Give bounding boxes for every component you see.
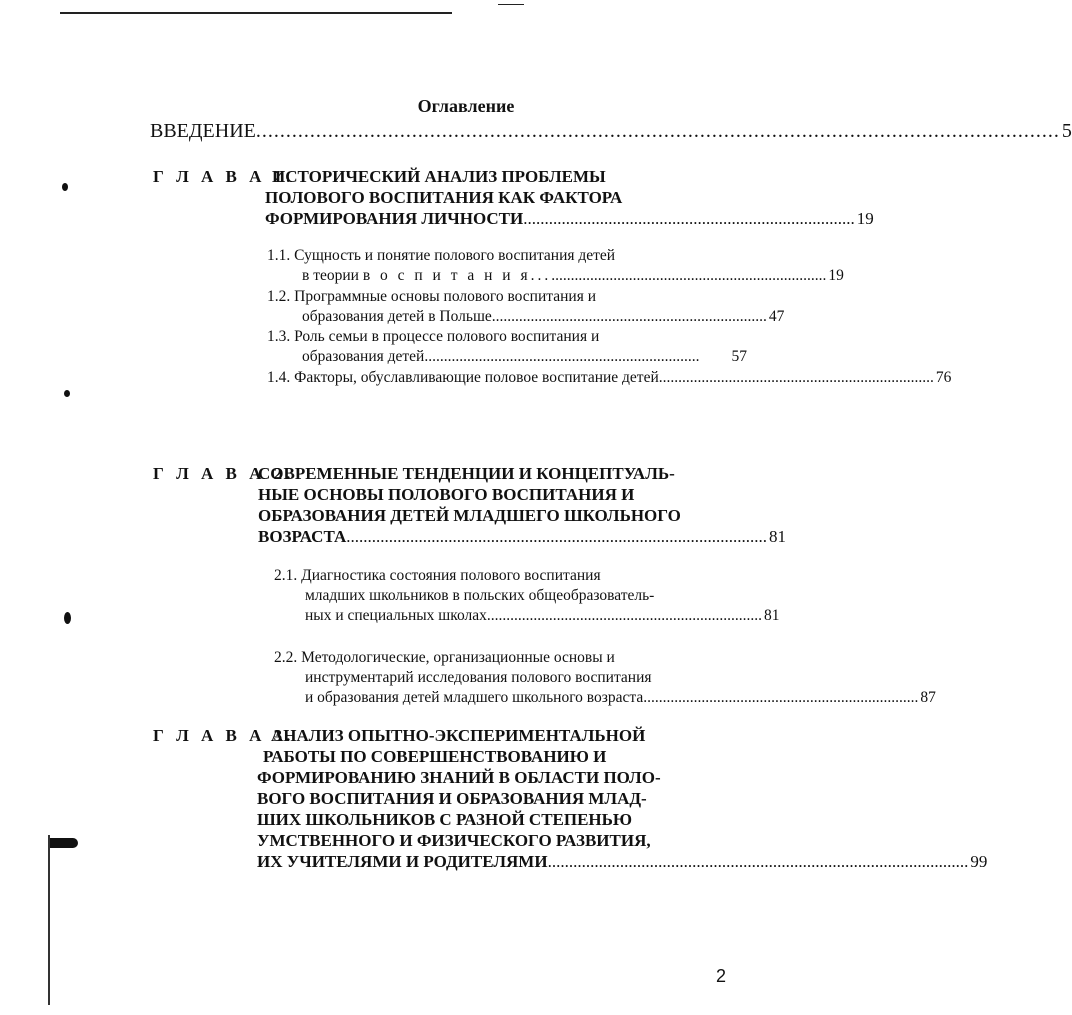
- binding-edge: [48, 835, 50, 1005]
- page-number: 2: [715, 966, 726, 986]
- section-page: 76: [935, 369, 952, 386]
- margin-mark: [64, 390, 70, 397]
- chapter-page: 99: [970, 852, 988, 871]
- section-line: 1.3. Роль семьи в процессе полового воспитания и: [267, 328, 600, 345]
- dot-leader: .......................................................................: [643, 689, 919, 706]
- section-line: в теории: [302, 267, 359, 284]
- section-line: образования детей в Польше: [302, 308, 492, 325]
- dot-leader: ......................................................................................................................................: [255, 120, 1060, 142]
- chapter-title-line: НЫЕ ОСНОВЫ ПОЛОВОГО ВОСПИТАНИЯ И: [258, 485, 635, 504]
- dot-leader: ..............................................................................: [523, 209, 855, 228]
- section-line: младших школьников в польских общеобразователь-: [305, 587, 655, 604]
- section-line: 1.2. Программные основы полового воспитания и: [267, 288, 596, 305]
- dot-leader: ...................................................................................................: [346, 527, 767, 546]
- dot-leader: .......................................................................: [491, 308, 767, 325]
- chapter-title-line: РАБОТЫ ПО СОВЕРШЕНСТВОВАНИЮ И: [263, 747, 607, 766]
- intro-label: ВВЕДЕНИЕ: [150, 120, 256, 142]
- top-scan-line: [60, 12, 452, 14]
- chapter-title-line: ВОГО ВОСПИТАНИЯ И ОБРАЗОВАНИЯ МЛАД-: [257, 789, 647, 808]
- chapter-title-line: ИСТОРИЧЕСКИЙ АНАЛИЗ ПРОБЛЕМЫ: [272, 167, 606, 186]
- section-line: ных и специальных школах: [305, 607, 487, 624]
- chapter-title-line: ФОРМИРОВАНИЮ ЗНАНИЙ В ОБЛАСТИ ПОЛО-: [257, 768, 661, 787]
- chapter-page: 19: [856, 209, 874, 228]
- dot-leader: ...................................................................................................: [547, 852, 969, 871]
- section-line: 1.4. Факторы, обуславливающие половое воспитание детей: [267, 369, 659, 386]
- chapter-title-line: ФОРМИРОВАНИЯ ЛИЧНОСТИ: [265, 209, 524, 228]
- chapter-label: Г Л А В А 1.: [153, 167, 295, 186]
- intro-page: 5: [1061, 120, 1072, 142]
- section-page: 19: [828, 267, 844, 284]
- margin-mark: [64, 612, 71, 624]
- margin-mark: [62, 183, 68, 191]
- chapter-title-line: ИХ УЧИТЕЛЯМИ И РОДИТЕЛЯМИ: [257, 852, 548, 871]
- section-line: 2.1. Диагностика состояния полового воспитания: [274, 567, 601, 584]
- chapter-page: 81: [768, 527, 786, 546]
- toc-entry-intro: [150, 120, 1072, 143]
- dot-leader: .......................................................................: [424, 348, 700, 365]
- section-page: 57: [731, 348, 747, 365]
- top-scan-line-short: [498, 4, 524, 5]
- section-line: 1.1. Сущность и понятие полового воспитания детей: [267, 247, 616, 264]
- dot-leader: .......................................................................: [486, 607, 763, 624]
- section-line: инструментарий исследования полового воспитания: [305, 669, 652, 686]
- chapter-title-line: ВОЗРАСТА: [258, 527, 347, 546]
- section-page: 47: [768, 308, 785, 325]
- chapter-label: Г Л А В А 2.: [153, 464, 295, 483]
- chapter-title-line: ШИХ ШКОЛЬНИКОВ С РАЗНОЙ СТЕПЕНЬЮ: [257, 810, 633, 829]
- section-spaced-word: в о с п и т а н и я...: [362, 267, 552, 284]
- section-page: 81: [764, 607, 780, 624]
- chapter-title-line: СОВРЕМЕННЫЕ ТЕНДЕНЦИИ И КОНЦЕПТУАЛЬ-: [258, 464, 675, 483]
- chapter-title-line: УМСТВЕННОГО И ФИЗИЧЕСКОГО РАЗВИТИЯ,: [257, 831, 651, 850]
- page-title: Оглавление: [417, 96, 515, 116]
- section-line: и образования детей младшего школьного возраста: [305, 689, 644, 706]
- chapter-title-line: ОБРАЗОВАНИЯ ДЕТЕЙ МЛАДШЕГО ШКОЛЬНОГО: [258, 506, 681, 525]
- dot-leader: .......................................................................: [658, 369, 934, 386]
- chapter-label: Г Л А В А 3.: [153, 726, 295, 745]
- binding-mark: [48, 838, 78, 848]
- section-line: 2.2. Методологические, организационные основы и: [274, 649, 615, 666]
- chapter-title-line: ПОЛОВОГО ВОСПИТАНИЯ КАК ФАКТОРА: [265, 188, 623, 207]
- chapter-title-line: АНАЛИЗ ОПЫТНО-ЭКСПЕРИМЕНТАЛЬНОЙ: [271, 726, 646, 745]
- dot-leader: .......................................................................: [551, 267, 827, 284]
- section-line: образования детей: [302, 348, 425, 365]
- section-page: 87: [920, 689, 936, 706]
